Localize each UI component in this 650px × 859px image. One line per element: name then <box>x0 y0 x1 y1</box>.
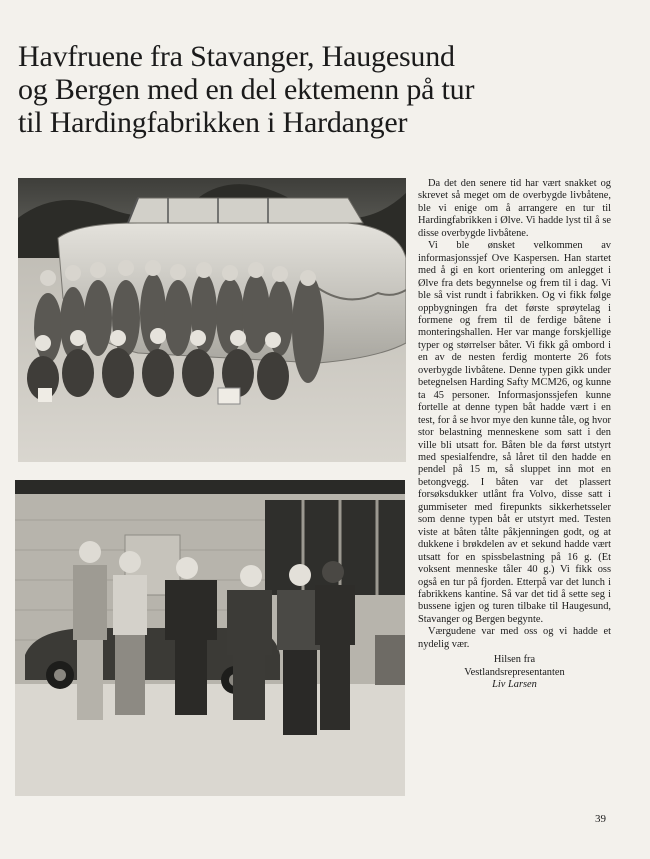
paragraph-3: Værgudene var med oss og vi hadde et nydelig vær. <box>418 626 611 650</box>
title-line-1: Havfruene fra Stavanger, Haugesund <box>18 40 455 73</box>
paragraph-2: Vi ble ønsket velkommen av informasjonssjef Ove Kaspersen. Han startet med å gi en kort orientering om anlegget i Ølve fra dets begynnelse og frem til i dag. Vi ble så vist rundt i fabrikken. Og vi fikk følge oppbygningen fra det første sprøytelag i formene og frem til de ferdige båtene i monteringshallen. Her var mange forskjellige typer og størrelser båter. Vi fikk gå ombord i en av de nesten ferdig monterte 26 fots overbygde livbåtene. Denne typen gikk under betegnelsen Harding Safty MCM26, og kunne ta 45 personer. Informasjonssjefen kunne fortelle at denne typen båt hadde vært i en test, for å se hvor mye den kunne tåle, og hvor stor belastning menneskene som satt i den ville bli utsatt for. Båten ble da først utstyrt med spesialfendre, så låret til den hadde en pendel på 15 m, så sluppet inn mot en betongvegg. I båten var det plassert forsøksdukker utlånt fra Volvo, disse satt i gummiseter med firepunkts sikkerhetsseler som denne typen båt er utstyrt med. Testen viste at båten tålte påkjenningen godt, og at dukkene i brøkdelen av et sekund hadde vært utsatt for en spissbelastning på 16 g. (Et voksent menneske tåler 40 g.) Vi fikk oss også en tur på fjorden. Etterpå var det lunch i fabrikkens kantine. Så var det tid å sette seg i bussene igjen og turen tilbake til Haugesund, Stavanger og Bergen begynte. <box>418 240 611 625</box>
page-number: 39 <box>595 813 606 825</box>
signature-role: Vestlandsrepresentanten <box>464 666 565 678</box>
signature-block <box>418 654 611 691</box>
paragraph-1: Da det den senere tid har vært snakket og skrevet så meget om de overbygde livbåtene, ble vi enige om å arrangere en tur til Hardingfabrikken i Ølve. Vi hadde lyst til å se disse overbygde livbåtene. <box>418 178 611 239</box>
men-factory-photo <box>15 480 405 796</box>
signature-name: Liv Larsen <box>492 679 537 691</box>
group-lifeboat-photo <box>18 178 406 462</box>
signature-greeting: Hilsen fra <box>493 654 536 666</box>
title-line-2: og Bergen med en del ektemenn på tur <box>18 73 475 106</box>
article-title <box>18 40 578 139</box>
article-body <box>418 178 611 692</box>
title-line-3: til Hardingfabrikken i Hardanger <box>18 106 408 139</box>
